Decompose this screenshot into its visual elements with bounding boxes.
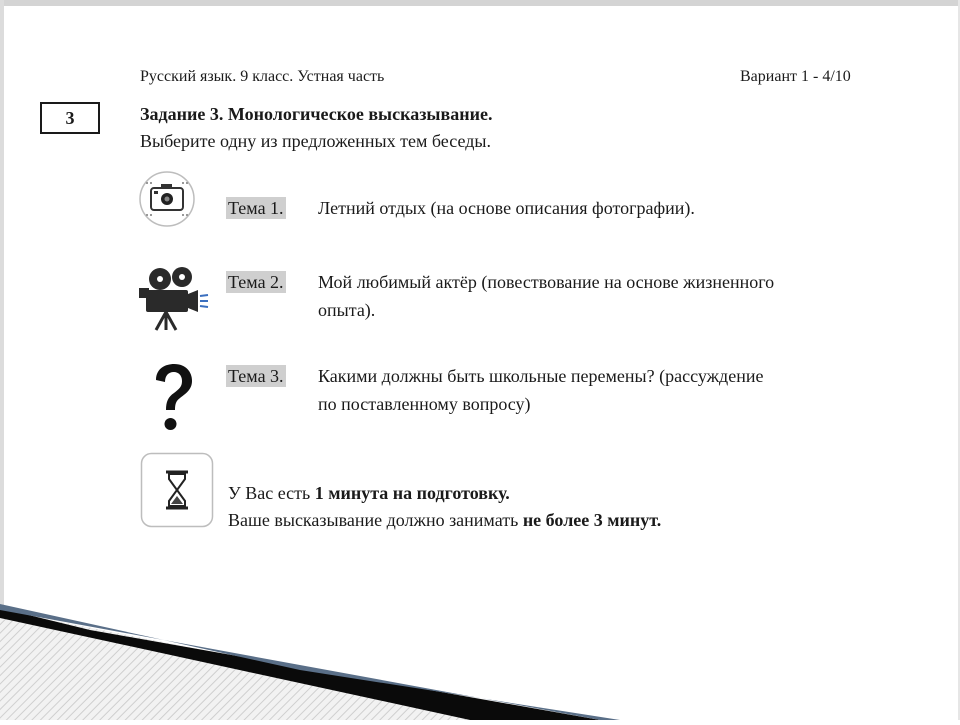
duration-note-prefix: Ваше высказывание должно занимать	[228, 510, 523, 530]
duration-note-bold: не более 3 минут.	[522, 510, 662, 530]
slide-top-bar	[0, 0, 960, 6]
task-number: 3	[65, 107, 75, 128]
preparation-note-bold: 1 минута на подготовку.	[314, 483, 510, 503]
topic-1-text	[318, 194, 908, 222]
camera-icon	[138, 170, 196, 228]
film-projector-icon	[136, 264, 212, 334]
topic-3-text	[318, 362, 908, 418]
preparation-note-prefix: У Вас есть	[228, 483, 315, 503]
task-title: Задание 3. Монологическое высказывание.	[140, 104, 493, 124]
duration-note	[228, 506, 661, 534]
topic-2-text	[318, 268, 908, 324]
question-mark-icon	[148, 362, 198, 434]
task-number-box	[40, 102, 100, 134]
topic-2-line-2: опыта).	[318, 300, 376, 320]
topic-3-line-1: Какими должны быть школьные перемены? (рассуждение	[318, 366, 764, 386]
topic-3-label: Тема 3.	[228, 366, 284, 386]
topic-3-line-2: по поставленному вопросу)	[318, 394, 531, 414]
decorative-ribbon	[0, 590, 960, 720]
task-instruction: Выберите одну из предложенных тем беседы.	[140, 131, 491, 151]
document-subject: Русский язык. 9 класс. Устная часть	[140, 68, 385, 85]
topic-1-label: Тема 1.	[228, 198, 284, 218]
document-variant: Вариант 1 - 4/10	[740, 68, 851, 85]
topic-2-label: Тема 2.	[228, 272, 284, 292]
topic-2-line-1: Мой любимый актёр (повествование на основе жизненного	[318, 272, 775, 292]
preparation-note	[228, 479, 510, 507]
hourglass-icon	[140, 452, 214, 528]
topic-1-line-1: Летний отдых (на основе описания фотографии).	[318, 198, 695, 218]
